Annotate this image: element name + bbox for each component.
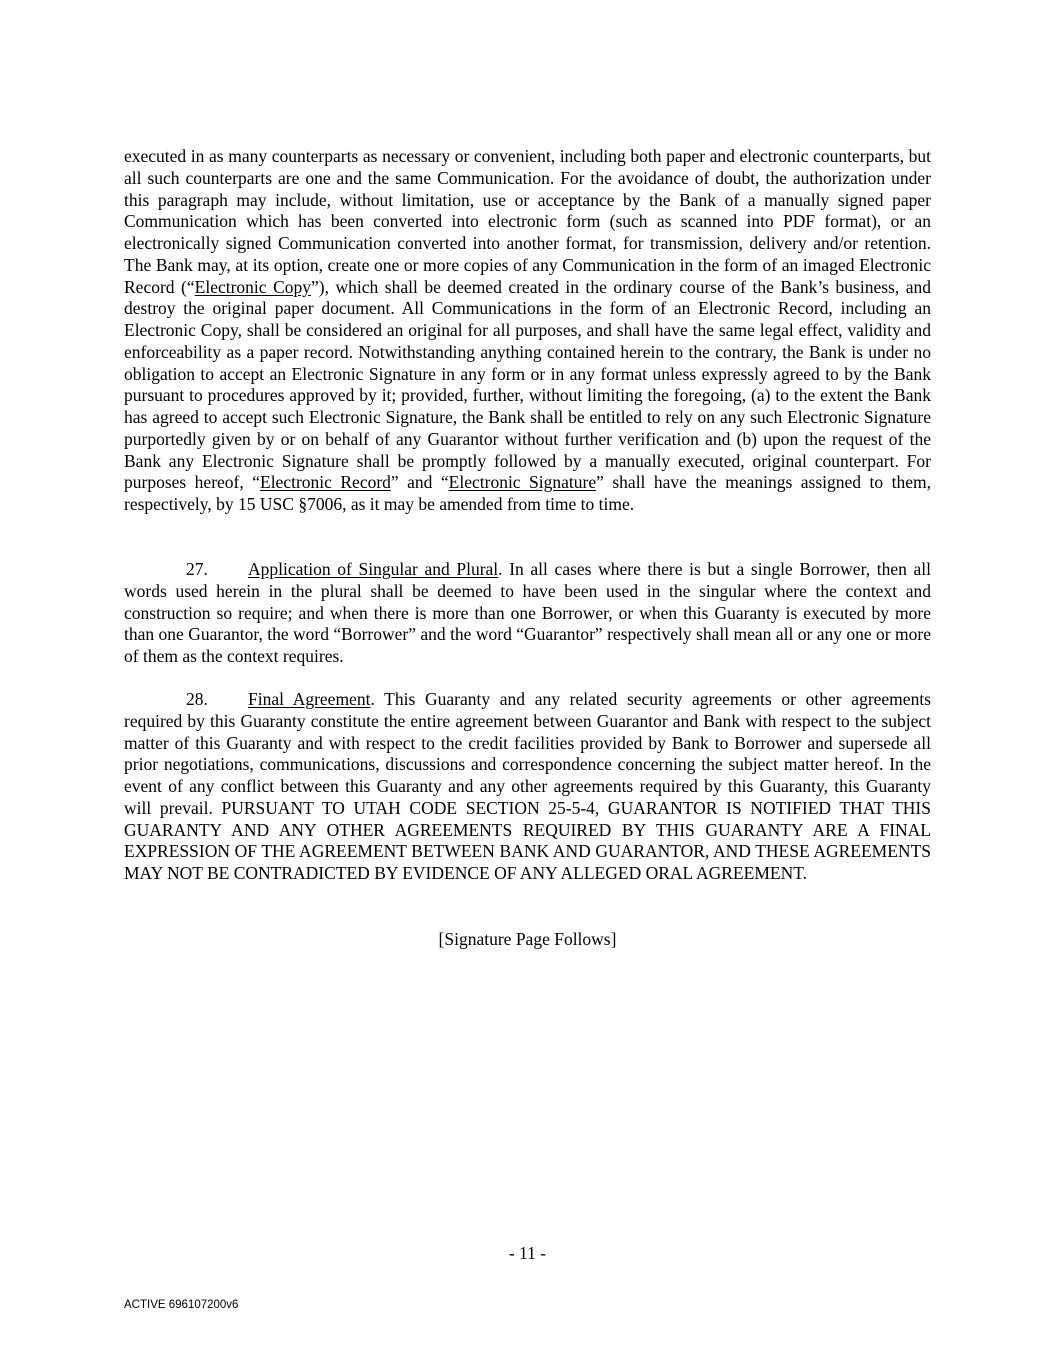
continuation-paragraph	[124, 146, 931, 516]
page-number: - 11 -	[508, 1243, 547, 1263]
section-text: . This Guaranty and any related security agreements or other agreements required by this Guaranty constitute the entire agreement between Guarantor and Bank with respect to the subject matter of this Guaranty and with respect to the credit facilities provided by Bank to Borrower and supersede all prior negotiations, communications, discussions and correspondence concerning the subject matter hereof. In the event of any conflict between this Guaranty and any other agreements required by this Guaranty, this Guaranty will prevail. PURSUANT TO UTAH CODE SECTION 25-5-4, GUARANTOR IS NOTIFIED THAT THIS GUARANTY AND ANY OTHER AGREEMENTS REQUIRED BY THIS GUARANTY ARE A FINAL EXPRESSION OF THE AGREEMENT BETWEEN BANK AND GUARANTOR, AND THESE AGREEMENTS MAY NOT BE CONTRADICTED BY EVIDENCE OF ANY ALLEGED ORAL AGREEMENT.	[124, 689, 931, 883]
section-number: 28.	[186, 689, 208, 709]
section-text: . In all cases where there is but a single Borrower, then all words used herein in the plural shall be deemed to have been used in the singular where the context and construction so require; and when there is more than one Borrower, or when this Guaranty is executed by more than one Guarantor, the word “Borrower” and the word “Guarantor” respectively shall mean all or any one or more of them as the context requires.	[124, 559, 931, 666]
section-number: 27.	[186, 559, 208, 579]
paragraph-text: ” shall have the meanings assigned to them, respectively, by 15 USC §7006, as it may be amended from time to time.	[124, 472, 931, 514]
defined-term-electronic-record: Electronic Record	[260, 472, 391, 493]
paragraph-text: ”), which shall be deemed created in the ordinary course of the Bank’s business, and destroy the original paper document. All Communications in the form of an Electronic Record, including an Electronic Copy, shall be considered an original for all purposes, and shall have the same legal effect, validity and enforceability as a paper record. Notwithstanding anything contained herein to the contrary, the Bank is under no obligation to accept an Electronic Signature in any form or in any format unless expressly agreed to by the Bank pursuant to procedures approved by it; provided, further, without limiting the foregoing, (a) to the extent the Bank has agreed to accept such Electronic Signature, the Bank shall be entitled to rely on any such Electronic Signature purportedly given by or on behalf of any Guarantor without further verification and (b) upon the request of the Bank any Electronic Signature shall be promptly followed by a manually executed, original counterpart. For purposes hereof, “	[124, 276, 932, 493]
section-27-paragraph	[124, 559, 931, 668]
signature-page-note: [Signature Page Follows]	[438, 929, 617, 949]
section-28-paragraph	[124, 689, 931, 885]
paragraph-text: ” and “	[390, 472, 449, 493]
footer-document-id: ACTIVE 696107200v6	[124, 1299, 239, 1311]
defined-term-electronic-signature: Electronic Signature	[448, 472, 597, 493]
section-heading: Final Agreement	[248, 689, 371, 709]
section-heading: Application of Singular and Plural	[248, 559, 499, 579]
paragraph-text: executed in as many counterparts as necessary or convenient, including both paper and electronic counterparts, but all such counterparts are one and the same Communication. For the avoidance of doubt, the authorization under this paragraph may include, without limitation, use or acceptance by the Bank of a manually signed paper Communication which has been converted into electronic form (such as scanned into PDF format), or an electronically signed Communication converted into another format, for transmission, delivery and/or retention. The Bank may, at its option, create one or more copies of any Communication in the form of an imaged Electronic Record (“	[124, 146, 931, 297]
defined-term-electronic-copy: Electronic Copy	[194, 276, 312, 297]
